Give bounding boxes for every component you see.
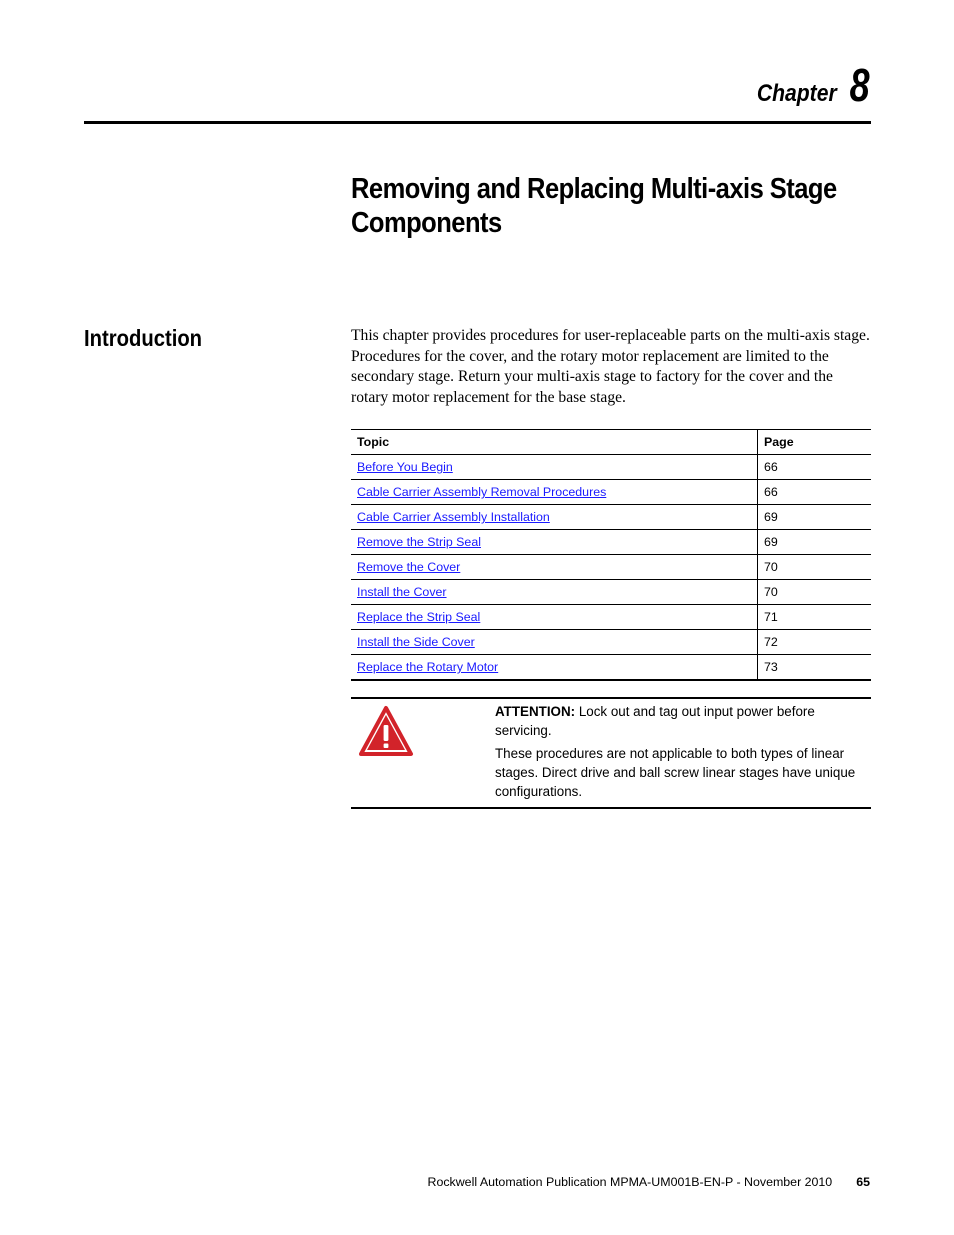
page-cell: 66 [758, 480, 872, 505]
attention-label: ATTENTION: [495, 704, 576, 719]
page-cell: 69 [758, 530, 872, 555]
warning-triangle-icon [358, 705, 414, 757]
page-cell: 70 [758, 580, 872, 605]
table-row [351, 630, 871, 655]
page-cell: 66 [758, 455, 872, 480]
attention-box [351, 697, 871, 809]
section-heading: Introduction [84, 325, 203, 351]
footer-publication: Rockwell Automation Publication MPMA-UM001B-EN-P - November 2010 [427, 1175, 833, 1189]
attention-note: These procedures are not applicable to both types of linear stages. Direct drive and ball screw linear stages have unique configurations. [495, 746, 856, 799]
page-title: Removing and Replacing Multi-axis Stage Components [351, 173, 837, 239]
table-header-row [351, 430, 871, 455]
attention-text [495, 702, 873, 805]
table-row [351, 480, 871, 505]
topic-link[interactable]: Replace the Strip Seal [357, 610, 481, 624]
table-row [351, 455, 871, 480]
intro-paragraph: This chapter provides procedures for user-replaceable parts on the multi-axis stage. Procedures for the cover, and the rotary motor replacement are limited to the secondary stage. Return your multi-axis stage to factory for the cover and the rotary motor replacement for the base stage. [351, 327, 870, 406]
topic-link[interactable]: Install the Side Cover [357, 635, 475, 649]
page-cell: 70 [758, 555, 872, 580]
attention-line-1 [495, 702, 873, 740]
topic-table [351, 429, 871, 681]
footer-page-number: 65 [856, 1175, 870, 1189]
header-topic: Topic [351, 430, 758, 455]
footer [0, 1175, 870, 1189]
page-cell: 72 [758, 630, 872, 655]
attention-message: Lock out and tag out input power before servicing. [495, 704, 815, 738]
chapter-rule [84, 121, 871, 124]
topic-link[interactable]: Cable Carrier Assembly Removal Procedures [357, 485, 607, 499]
topic-link[interactable]: Cable Carrier Assembly Installation [357, 510, 550, 524]
table-row [351, 605, 871, 630]
topic-link[interactable]: Install the Cover [357, 585, 447, 599]
topic-link[interactable]: Before You Begin [357, 460, 453, 474]
table-row [351, 505, 871, 530]
page-cell: 73 [758, 655, 872, 681]
topic-link[interactable]: Remove the Strip Seal [357, 535, 481, 549]
table-row [351, 530, 871, 555]
topic-link[interactable]: Replace the Rotary Motor [357, 660, 499, 674]
header-page: Page [758, 430, 872, 455]
table-row [351, 555, 871, 580]
page-cell: 71 [758, 605, 872, 630]
chapter-word: Chapter [756, 80, 837, 107]
table-row [351, 580, 871, 605]
chapter-number: 8 [850, 59, 870, 111]
page-cell: 69 [758, 505, 872, 530]
table-row [351, 655, 871, 681]
topic-link[interactable]: Remove the Cover [357, 560, 461, 574]
chapter-label [746, 59, 870, 111]
